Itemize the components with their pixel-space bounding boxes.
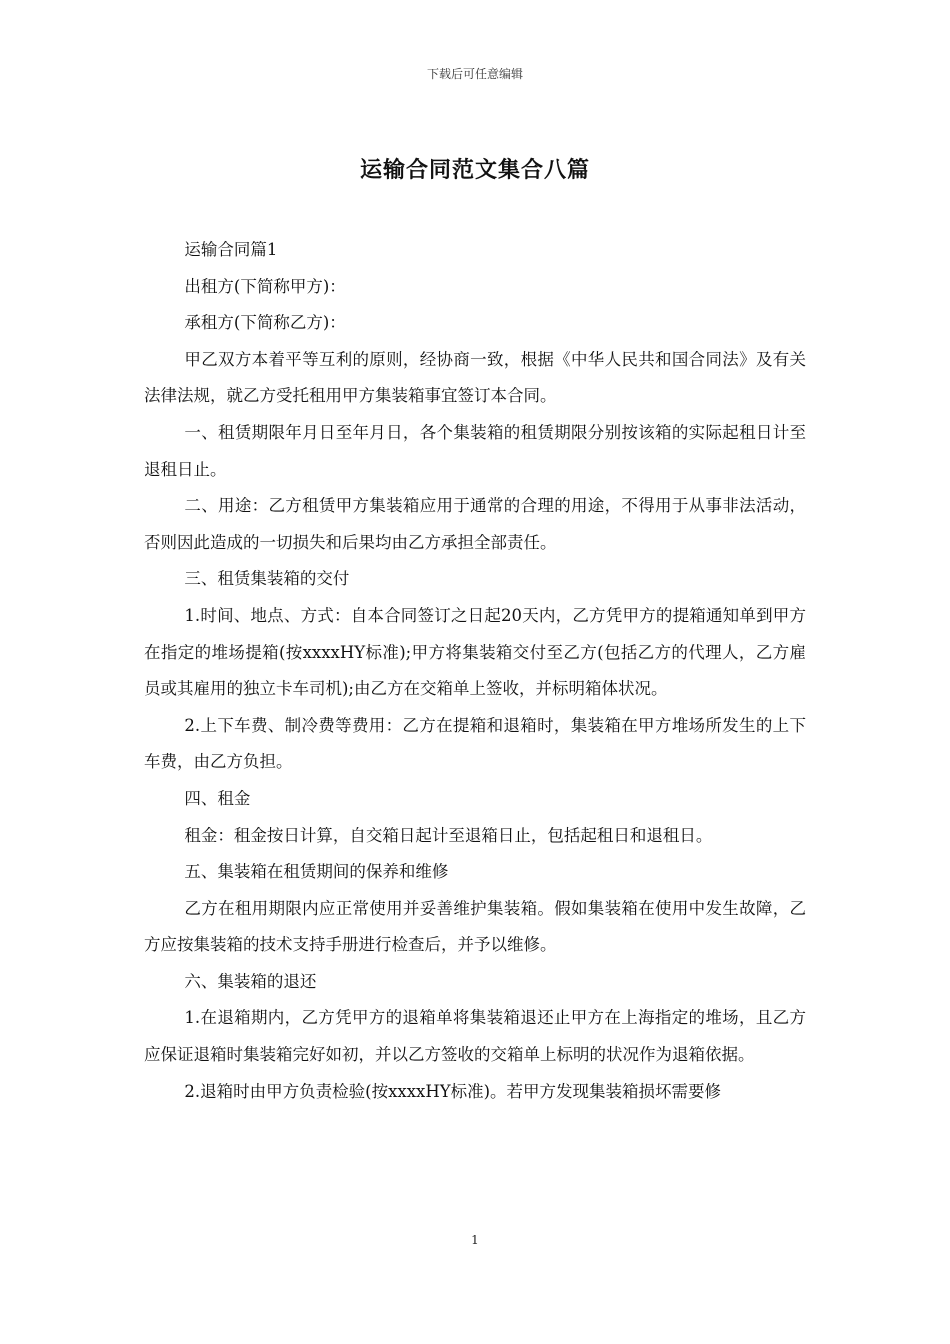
paragraph-lessee: 承租方(下简称乙方)： [184, 313, 346, 333]
paragraph-return-heading: 六、集装箱的退还 [184, 971, 317, 991]
document-body [144, 232, 806, 1110]
paragraph-maintenance-heading: 五、集装箱在租赁期间的保养和维修 [184, 862, 449, 882]
paragraph-section-heading: 运输合同篇1 [184, 240, 278, 259]
paragraph-lessor: 出租方(下简称甲方)： [184, 276, 346, 296]
paragraph-delivery-heading: 三、租赁集装箱的交付 [184, 569, 350, 589]
paragraph-return-1: 1.在退箱期内，乙方凭甲方的退箱单将集装箱退还止甲方在上海指定的堆场，且乙方应保证退箱时集装箱完好如初，并以乙方签收的交箱单上标明的状况作为退箱依据。 [144, 1008, 806, 1065]
paragraph-lease-term: 一、租赁期限年月日至年月日，各个集装箱的租赁期限分别按该箱的实际起租日计至退租日止。 [144, 422, 806, 479]
paragraph-rent: 租金：租金按日计算，自交箱日起计至退箱日止，包括起租日和退租日。 [184, 825, 713, 845]
paragraph-usage: 二、用途：乙方租赁甲方集装箱应用于通常的合理的用途，不得用于从事非法活动，否则因此造成的一切损失和后果均由乙方承担全部责任。 [144, 496, 806, 552]
paragraph-rent-heading: 四、租金 [184, 788, 251, 808]
document-title: 运输合同范文集合八篇 [359, 157, 590, 183]
paragraph-return-2: 2.退箱时由甲方负责检验(按xxxxHY标准)。若甲方发现集装箱损坏需要修 [184, 1081, 722, 1101]
page-number: 1 [471, 1233, 479, 1247]
paragraph-delivery-fees: 2.上下车费、制冷费等费用：乙方在提箱和退箱时，集装箱在甲方堆场所发生的上下车费，由乙方负担。 [144, 715, 806, 772]
paragraph-maintenance: 乙方在租用期限内应正常使用并妥善维护集装箱。假如集装箱在使用中发生故障，乙方应按集装箱的技术支持手册进行检查后，并予以维修。 [144, 898, 806, 955]
paragraph-delivery-time: 1.时间、地点、方式：自本合同签订之日起20天内，乙方凭甲方的提箱通知单到甲方在指定的堆场提箱(按xxxxHY标准);甲方将集装箱交付至乙方(包括乙方的代理人，乙方雇员或其雇用的独立卡车司机);由乙方在交箱单上签收，并标明箱体状况。 [144, 605, 806, 699]
page-header-note: 下载后可任意编辑 [426, 67, 523, 81]
paragraph-preamble: 甲乙双方本着平等互利的原则，经协商一致，根据《中华人民共和国合同法》及有关法律法规，就乙方受托租用甲方集装箱事宜签订本合同。 [144, 349, 806, 406]
